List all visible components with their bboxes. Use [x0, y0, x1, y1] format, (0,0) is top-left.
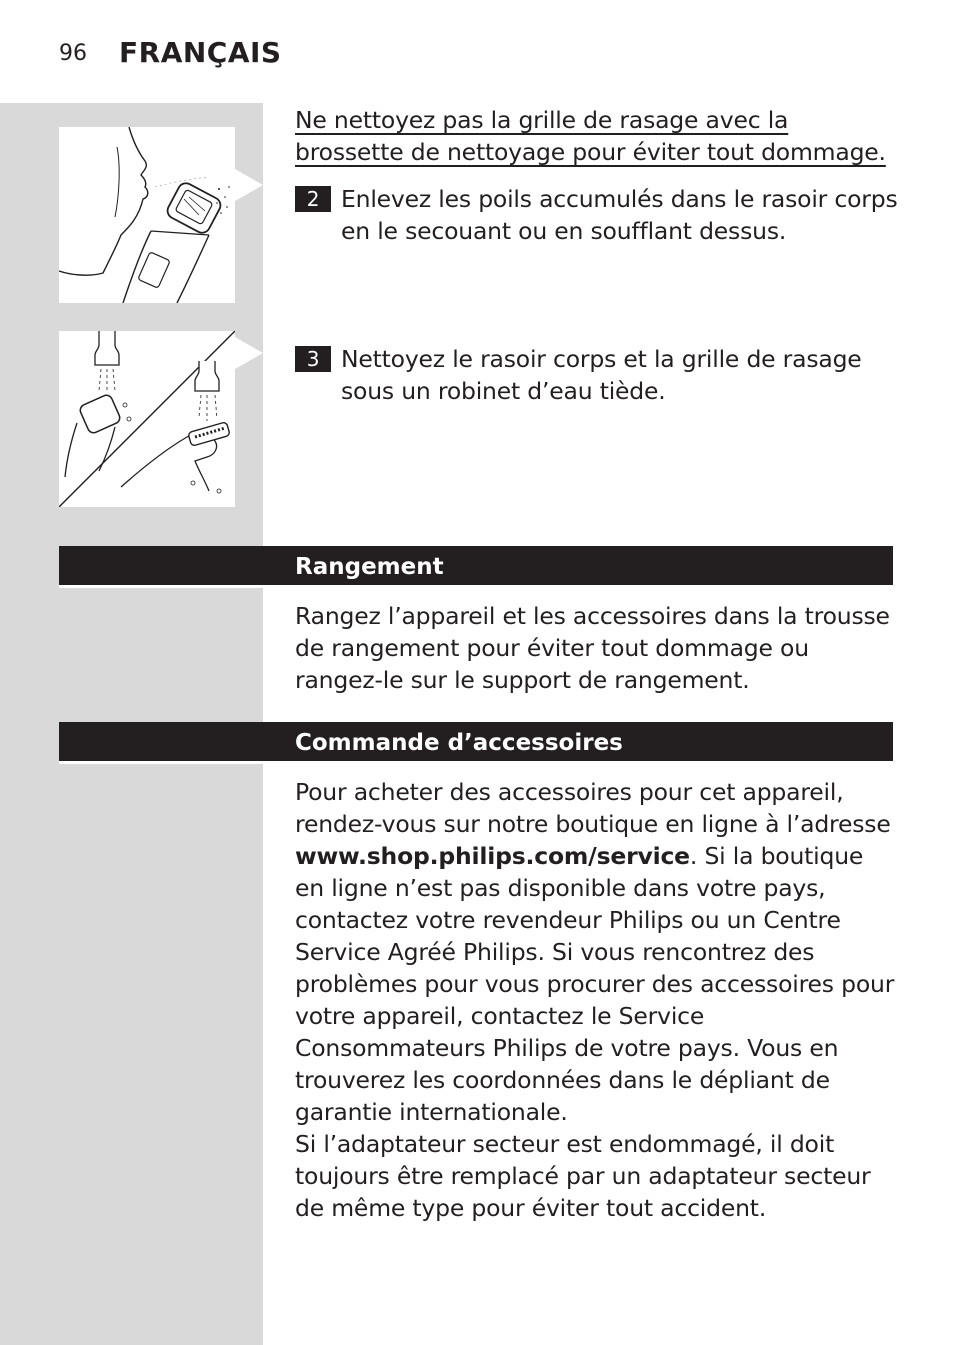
ordering-text-intro: Pour acheter des accessoires pour cet appareil, rendez-vous sur notre boutique en ligne à l’adresse — [295, 778, 891, 838]
step-number-badge: 2 — [295, 186, 331, 212]
illustration-pointer — [235, 337, 263, 369]
adapter-note: Si l’adaptateur secteur est endommagé, il doit toujours être remplacé par un adaptateur secteur de même type pour éviter tout accident. — [295, 1130, 871, 1222]
page-number: 96 — [59, 41, 87, 66]
step-number-badge: 3 — [295, 346, 331, 372]
blowing-shaver-icon — [59, 127, 235, 303]
storage-text: Rangez l’appareil et les accessoires dans la trousse de rangement pour éviter tout dommage ou rangez-le sur le support de rangement. — [295, 602, 890, 694]
shop-link[interactable]: www.shop.philips.com/service — [295, 842, 690, 870]
section-header-ordering — [59, 722, 893, 764]
rinsing-shaver-illustration — [59, 331, 235, 507]
cleaning-warning — [295, 104, 895, 168]
section-title: Rangement — [295, 554, 444, 580]
section-header-storage — [59, 546, 893, 588]
ordering-text — [295, 776, 897, 1128]
rinsing-shaver-icon — [59, 331, 235, 507]
step-text: Nettoyez le rasoir corps et la grille de rasage sous un robinet d’eau tiède. — [341, 345, 862, 405]
step-3 — [295, 343, 905, 407]
storage-paragraph — [295, 600, 893, 696]
illustration-pointer — [235, 169, 263, 201]
ordering-paragraph — [295, 776, 897, 1224]
language-title: FRANÇAIS — [119, 36, 282, 69]
ordering-text-rest: . Si la boutique en ligne n’est pas disponible dans votre pays, contactez votre revendeur Philips ou un Centre Service Agréé Philips. Si vous rencontrez des problèmes pour vous procurer des accessoires pour votre appareil, contactez le Service Consommateurs Philips de votre pays. Vous en trouverez les coordonnées dans le dépliant de garantie internationale. — [295, 842, 895, 1126]
step-2 — [295, 183, 905, 247]
section-title: Commande d’accessoires — [295, 730, 623, 756]
cleaning-warning-text: Ne nettoyez pas la grille de rasage avec la brossette de nettoyage pour éviter tout dommage. — [295, 106, 886, 166]
blowing-shaver-illustration — [59, 127, 235, 303]
step-text: Enlevez les poils accumulés dans le rasoir corps en le secouant ou en soufflant dessus. — [341, 185, 898, 245]
